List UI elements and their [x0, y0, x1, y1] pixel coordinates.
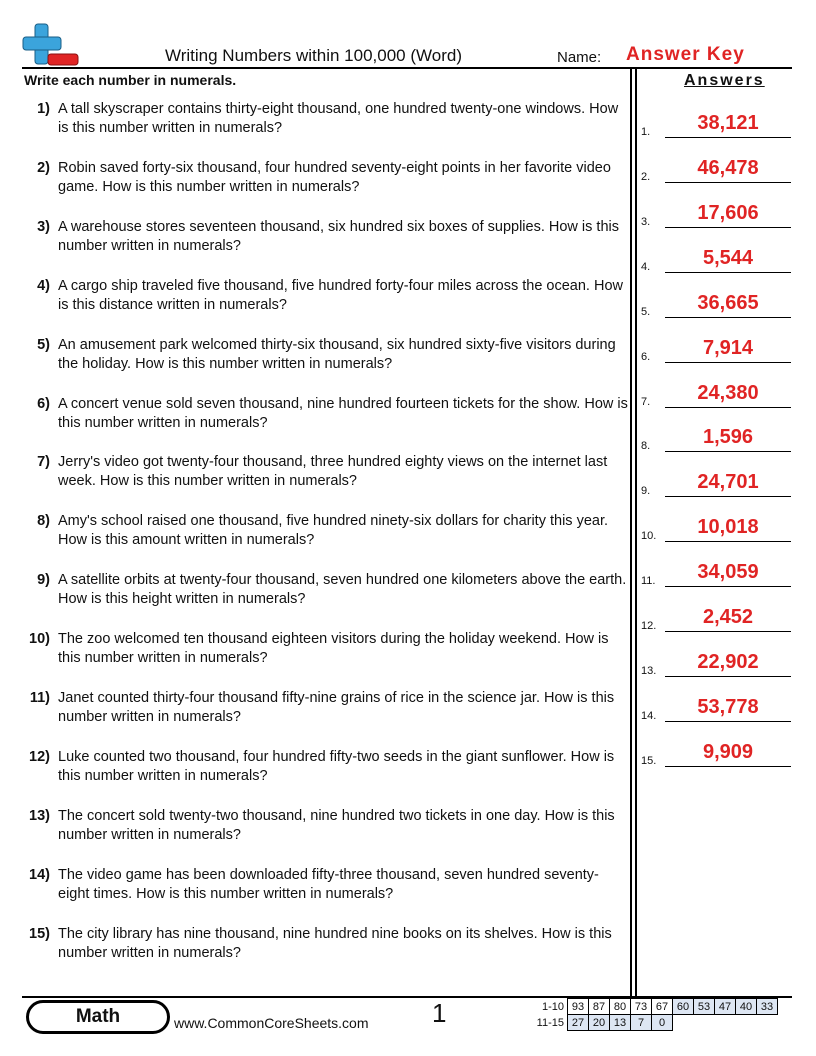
column-divider-right	[635, 68, 637, 996]
answers-heading: Answers	[684, 72, 765, 89]
score-cell: 67	[652, 999, 673, 1015]
score-cell: 0	[652, 1015, 673, 1031]
question-number: 15)	[29, 926, 50, 942]
question-number: 8)	[37, 513, 50, 529]
answer-value: 38,121	[697, 112, 759, 134]
answer-value: 24,380	[697, 382, 759, 404]
answer-value: 10,018	[697, 516, 759, 538]
score-cell: 27	[568, 1015, 589, 1031]
answer-row	[641, 378, 793, 408]
question-text: Luke counted two thousand, four hundred fifty-two seeds in the giant sunflower. How is this number written in numerals?	[58, 749, 615, 784]
question-text: Robin saved forty-six thousand, four hundred seventy-eight points in her favorite video game. How is this number written in numerals?	[58, 160, 611, 195]
answer-row	[641, 602, 793, 632]
answer-value: 22,902	[697, 651, 759, 673]
answer-line	[665, 721, 791, 722]
answer-row	[641, 737, 793, 767]
answer-number: 12.	[641, 620, 657, 632]
answer-line	[665, 586, 791, 587]
answer-line	[665, 272, 791, 273]
score-cell: 80	[610, 999, 631, 1015]
question-number: 4)	[37, 278, 50, 294]
answer-row	[641, 243, 793, 273]
answer-line	[665, 496, 791, 497]
question-number: 12)	[29, 749, 50, 765]
score-cell: 73	[631, 999, 652, 1015]
score-cell: 60	[673, 999, 694, 1015]
answer-number: 6.	[641, 351, 651, 363]
answer-line	[665, 137, 791, 138]
score-row-label: 11-15	[536, 1016, 564, 1029]
score-table	[528, 998, 778, 1031]
answer-number: 13.	[641, 665, 657, 677]
instructions: Write each number in numerals.	[24, 72, 237, 88]
website-url: www.CommonCoreSheets.com	[174, 1015, 369, 1031]
question-number: 6)	[37, 396, 50, 412]
answer-row	[641, 198, 793, 228]
answer-number: 1.	[641, 126, 651, 138]
answer-number: 3.	[641, 216, 651, 228]
question-text: Jerry's video got twenty-four thousand, three hundred eighty views on the internet last week. How is this number written in numerals?	[58, 454, 608, 489]
answer-number: 14.	[641, 710, 657, 722]
subject-badge: Math	[26, 1000, 170, 1034]
question-number: 1)	[37, 101, 50, 117]
question-text: A satellite orbits at twenty-four thousand, seven hundred one kilometers above the earth. How is this height written in numerals?	[58, 572, 627, 607]
score-cell: 47	[715, 999, 736, 1015]
answer-number: 10.	[641, 530, 657, 542]
answer-row	[641, 467, 793, 497]
column-divider-left	[630, 68, 632, 996]
name-label: Name:	[557, 49, 602, 66]
question-text: The concert sold twenty-two thousand, nine hundred two tickets in one day. How is this number written in numerals?	[58, 808, 615, 843]
score-cell: 87	[589, 999, 610, 1015]
answer-value: 7,914	[702, 337, 754, 359]
answer-row	[641, 422, 793, 452]
question-text: A cargo ship traveled five thousand, five hundred forty-four miles across the ocean. How is this distance written in numerals?	[58, 278, 623, 313]
answer-number: 11.	[641, 575, 656, 587]
score-cell: 33	[757, 999, 778, 1015]
answer-value: 5,544	[702, 247, 754, 269]
question-number: 3)	[37, 219, 50, 235]
question-text: A concert venue sold seven thousand, nine hundred fourteen tickets for the show. How is this number written in numerals?	[58, 396, 628, 431]
answer-number: 9.	[641, 485, 651, 497]
answer-number: 7.	[641, 396, 651, 408]
score-cell: 93	[568, 999, 589, 1015]
plus-minus-logo-icon	[22, 22, 80, 68]
answer-value: 17,606	[697, 202, 759, 224]
answer-number: 15.	[641, 755, 657, 767]
answer-value: 1,596	[702, 426, 754, 448]
answer-number: 5.	[641, 306, 651, 318]
page-number: 1	[432, 998, 447, 1028]
score-row-label: 1-10	[541, 1000, 564, 1013]
score-cell: 7	[631, 1015, 652, 1031]
score-row	[528, 1015, 778, 1031]
question-text: The city library has nine thousand, nine hundred nine books on its shelves. How is this number written in numerals?	[58, 926, 612, 961]
answer-line	[665, 182, 791, 183]
answer-value: 24,701	[697, 471, 759, 493]
question-text: The zoo welcomed ten thousand eighteen visitors during the holiday weekend. How is this number written in numerals?	[58, 631, 609, 666]
answer-value: 9,909	[702, 741, 754, 763]
question-number: 9)	[37, 572, 50, 588]
answer-number: 2.	[641, 171, 651, 183]
answer-line	[665, 541, 791, 542]
answer-value: 53,778	[697, 696, 759, 718]
answer-row	[641, 692, 793, 722]
answer-line	[665, 362, 791, 363]
question-number: 10)	[29, 631, 50, 647]
answer-row	[641, 108, 793, 138]
answer-value: 2,452	[702, 606, 754, 628]
answer-number: 4.	[641, 261, 651, 273]
score-cell: 53	[694, 999, 715, 1015]
question-number: 7)	[37, 454, 50, 470]
answer-row	[641, 333, 793, 363]
question-text: An amusement park welcomed thirty-six thousand, six hundred sixty-five visitors during the holiday. How is this number written in numerals?	[58, 337, 616, 372]
question-number: 11)	[29, 690, 50, 706]
header-divider	[22, 67, 792, 69]
answer-line	[665, 451, 791, 452]
question-text: The video game has been downloaded fifty-three thousand, seven hundred seventy-eight times. How is this number written in numerals?	[58, 867, 599, 902]
answer-row	[641, 557, 793, 587]
score-row	[528, 999, 778, 1015]
answer-value: 36,665	[697, 292, 759, 314]
question-number: 5)	[37, 337, 50, 353]
question-number: 2)	[37, 160, 50, 176]
answer-line	[665, 766, 791, 767]
answer-line	[665, 407, 791, 408]
answer-row	[641, 153, 793, 183]
answer-line	[665, 317, 791, 318]
answer-value: 46,478	[697, 157, 759, 179]
answer-key-label: Answer Key	[626, 44, 745, 65]
worksheet-title: Writing Numbers within 100,000 (Word)	[165, 46, 462, 65]
answer-row	[641, 647, 793, 677]
question-text: A warehouse stores seventeen thousand, six hundred six boxes of supplies. How is this number written in numerals?	[58, 219, 619, 254]
score-cell: 13	[610, 1015, 631, 1031]
answer-line	[665, 676, 791, 677]
question-number: 13)	[29, 808, 50, 824]
score-cell: 40	[736, 999, 757, 1015]
question-number: 14)	[29, 867, 50, 883]
answer-row	[641, 288, 793, 318]
answer-number: 8.	[641, 440, 651, 452]
answer-line	[665, 227, 791, 228]
answer-row	[641, 512, 793, 542]
answer-line	[665, 631, 791, 632]
answer-value: 34,059	[697, 561, 759, 583]
score-cell: 20	[589, 1015, 610, 1031]
question-text: A tall skyscraper contains thirty-eight thousand, one hundred twenty-one windows. How is this number written in numerals?	[58, 101, 619, 136]
question-text: Amy's school raised one thousand, five hundred ninety-six dollars for charity this year. How is this amount written in numerals?	[58, 513, 609, 548]
question-text: Janet counted thirty-four thousand fifty-nine grains of rice in the science jar. How is this number written in numerals?	[58, 690, 615, 725]
